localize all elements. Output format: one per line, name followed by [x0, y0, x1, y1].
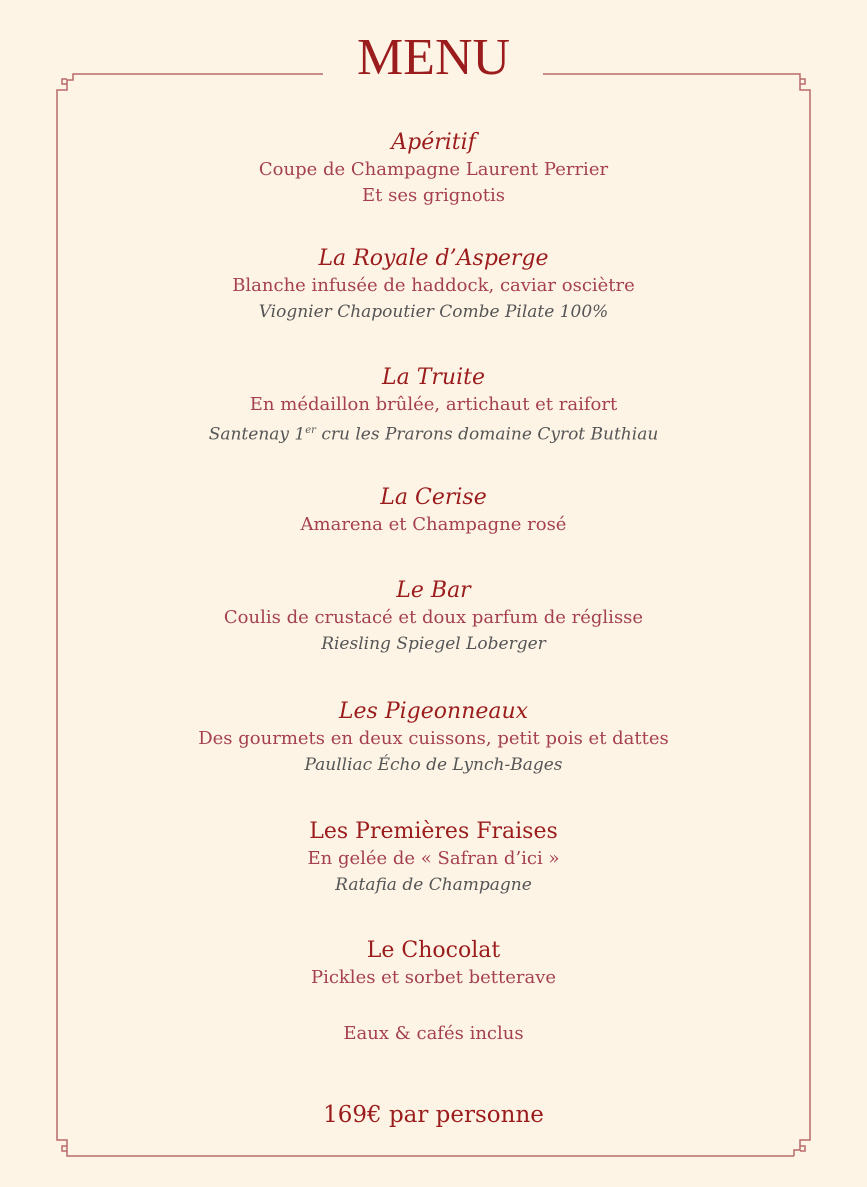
course-royale-asperge [0, 245, 867, 325]
course-description: Amarena et Champagne rosé [300, 514, 567, 535]
wine-text: cru les Prarons domaine Cyrot Buthiau [315, 424, 659, 445]
wine-pairing: Viognier Chapoutier Combe Pilate 100% [258, 302, 609, 322]
course-description: Blanche infusée de haddock, caviar osciètre [232, 275, 635, 296]
course-chocolat [0, 937, 867, 991]
course-name: La Truite [382, 365, 485, 390]
course-pigeonneaux [0, 698, 867, 778]
course-cerise [0, 484, 867, 538]
course-name: Les Premières Fraises [309, 819, 558, 844]
course-description: Coulis de crustacé et doux parfum de réglisse [223, 607, 644, 628]
wine-pairing: Paulliac Écho de Lynch-Bages [304, 755, 563, 775]
course-name: Apéritif [391, 130, 476, 155]
wine-pairing [0, 418, 867, 448]
course-name: La Royale d’Asperge [318, 246, 549, 271]
price: 169€ par personne [323, 1102, 544, 1128]
course-description: Coupe de Champagne Laurent Perrier [258, 159, 609, 180]
course-description: En médaillon brûlée, artichaut et raifort [249, 394, 618, 415]
course-description: Et ses grignotis [361, 185, 505, 206]
course-name: Le Chocolat [366, 938, 501, 963]
course-name: La Cerise [380, 485, 487, 510]
course-description: Des gourmets en deux cuissons, petit pois et dattes [198, 728, 669, 749]
course-description: En gelée de « Safran d’ici » [307, 848, 560, 869]
course-name: Les Pigeonneaux [338, 699, 529, 724]
course-name: Le Bar [396, 578, 471, 603]
course-premieres-fraises [0, 818, 867, 898]
wine-pairing: Riesling Spiegel Loberger [321, 634, 546, 654]
menu-title: MENU [356, 29, 511, 86]
course-truite [0, 364, 867, 448]
included-note: Eaux & cafés inclus [343, 1023, 524, 1044]
course-description: Pickles et sorbet betterave [310, 967, 557, 988]
course-aperitif [0, 129, 867, 209]
wine-text: Santenay 1 [208, 424, 306, 445]
ordinal-superscript: er [305, 425, 316, 436]
wine-pairing: Ratafia de Champagne [335, 875, 532, 895]
course-bar [0, 577, 867, 657]
